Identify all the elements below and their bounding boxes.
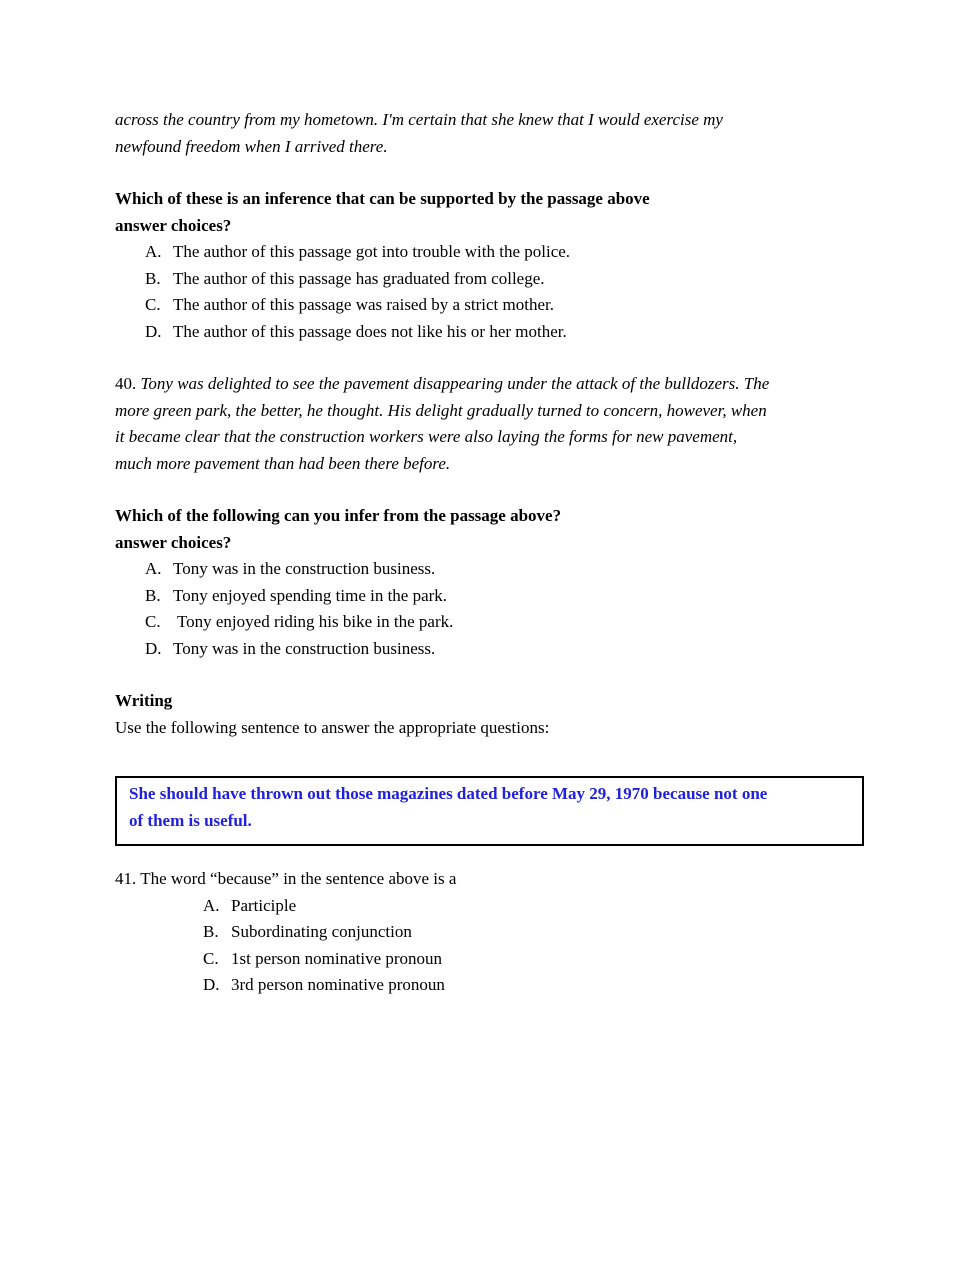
option-text: Subordinating conjunction xyxy=(231,922,412,941)
option-letter: D. xyxy=(145,321,162,341)
option-letter: C. xyxy=(203,948,219,968)
passage-40-line: much more pavement than had been there before. xyxy=(115,453,451,473)
passage-40-line xyxy=(115,371,864,398)
option-40-b xyxy=(145,583,864,610)
boxed-sentence-line: of them is useful. xyxy=(129,810,252,830)
option-letter: C. xyxy=(145,295,161,314)
option-text: Tony was in the construction business. xyxy=(173,559,436,578)
option-39-a xyxy=(145,239,864,266)
option-text: Participle xyxy=(231,895,297,915)
option-text: The author of this passage does not like his or her mother. xyxy=(173,321,567,341)
question-39-heading xyxy=(115,186,864,239)
passage-39-line: across the country from my hometown. I'm certain that she knew that I would exercise my xyxy=(115,110,723,129)
option-letter: C. xyxy=(145,612,161,631)
option-text: 1st person nominative pronoun xyxy=(231,948,443,968)
question-39-options xyxy=(145,239,864,345)
question-40-answer-choices-label: answer choices? xyxy=(115,532,232,552)
passage-40-text: Tony was delighted to see the pavement disappearing under the attack of the bulldozers. The xyxy=(140,374,770,393)
option-letter: B. xyxy=(203,922,219,941)
boxed-sentence-line: She should have thrown out those magazines dated before May 29, 1970 because not one xyxy=(129,784,768,803)
passage-40-line: more green park, the better, he thought. His delight gradually turned to concern, however, when xyxy=(115,400,767,420)
option-text: 3rd person nominative pronoun xyxy=(231,975,445,994)
option-text: The author of this passage was raised by a strict mother. xyxy=(173,295,554,314)
passage-40-line: it became clear that the construction workers were also laying the forms for new pavement, xyxy=(115,427,738,446)
option-letter: D. xyxy=(203,975,220,994)
passage-39-line: newfound freedom when I arrived there. xyxy=(115,136,388,156)
passage-39 xyxy=(115,107,864,160)
question-39-text: Which of these is an inference that can be supported by the passage above xyxy=(115,189,650,208)
question-41-options xyxy=(203,893,864,999)
option-40-a xyxy=(145,556,864,583)
passage-40-number: 40. xyxy=(115,374,141,393)
option-39-d xyxy=(145,319,864,346)
writing-instruction: Use the following sentence to answer the appropriate questions: xyxy=(115,717,550,737)
question-41-text: 41. The word “because” in the sentence above is a xyxy=(115,869,457,888)
option-text: The author of this passage got into trouble with the police. xyxy=(173,242,571,261)
option-letter: B. xyxy=(145,585,161,605)
option-40-c xyxy=(145,609,864,636)
boxed-sentence xyxy=(115,776,864,846)
option-letter: A. xyxy=(145,559,162,578)
writing-section-title: Writing xyxy=(115,691,173,710)
writing-section-header xyxy=(115,688,864,741)
option-41-b xyxy=(203,919,864,946)
option-letter: B. xyxy=(145,268,161,288)
question-40-text: Which of the following can you infer from the passage above? xyxy=(115,506,562,525)
option-letter: D. xyxy=(145,638,162,658)
option-41-d xyxy=(203,972,864,999)
option-text: Tony enjoyed riding his bike in the park. xyxy=(173,612,454,631)
option-41-c xyxy=(203,946,864,973)
option-41-a xyxy=(203,893,864,920)
question-40-options xyxy=(145,556,864,662)
option-letter: A. xyxy=(203,895,220,915)
option-40-d xyxy=(145,636,864,663)
question-40-heading xyxy=(115,503,864,556)
option-text: The author of this passage has graduated from college. xyxy=(173,268,545,288)
option-letter: A. xyxy=(145,242,162,261)
passage-40 xyxy=(115,371,864,477)
option-39-b xyxy=(145,266,864,293)
question-39-answer-choices-label: answer choices? xyxy=(115,215,232,235)
option-39-c xyxy=(145,292,864,319)
option-text: Tony was in the construction business. xyxy=(173,638,436,658)
option-text: Tony enjoyed spending time in the park. xyxy=(173,585,448,605)
